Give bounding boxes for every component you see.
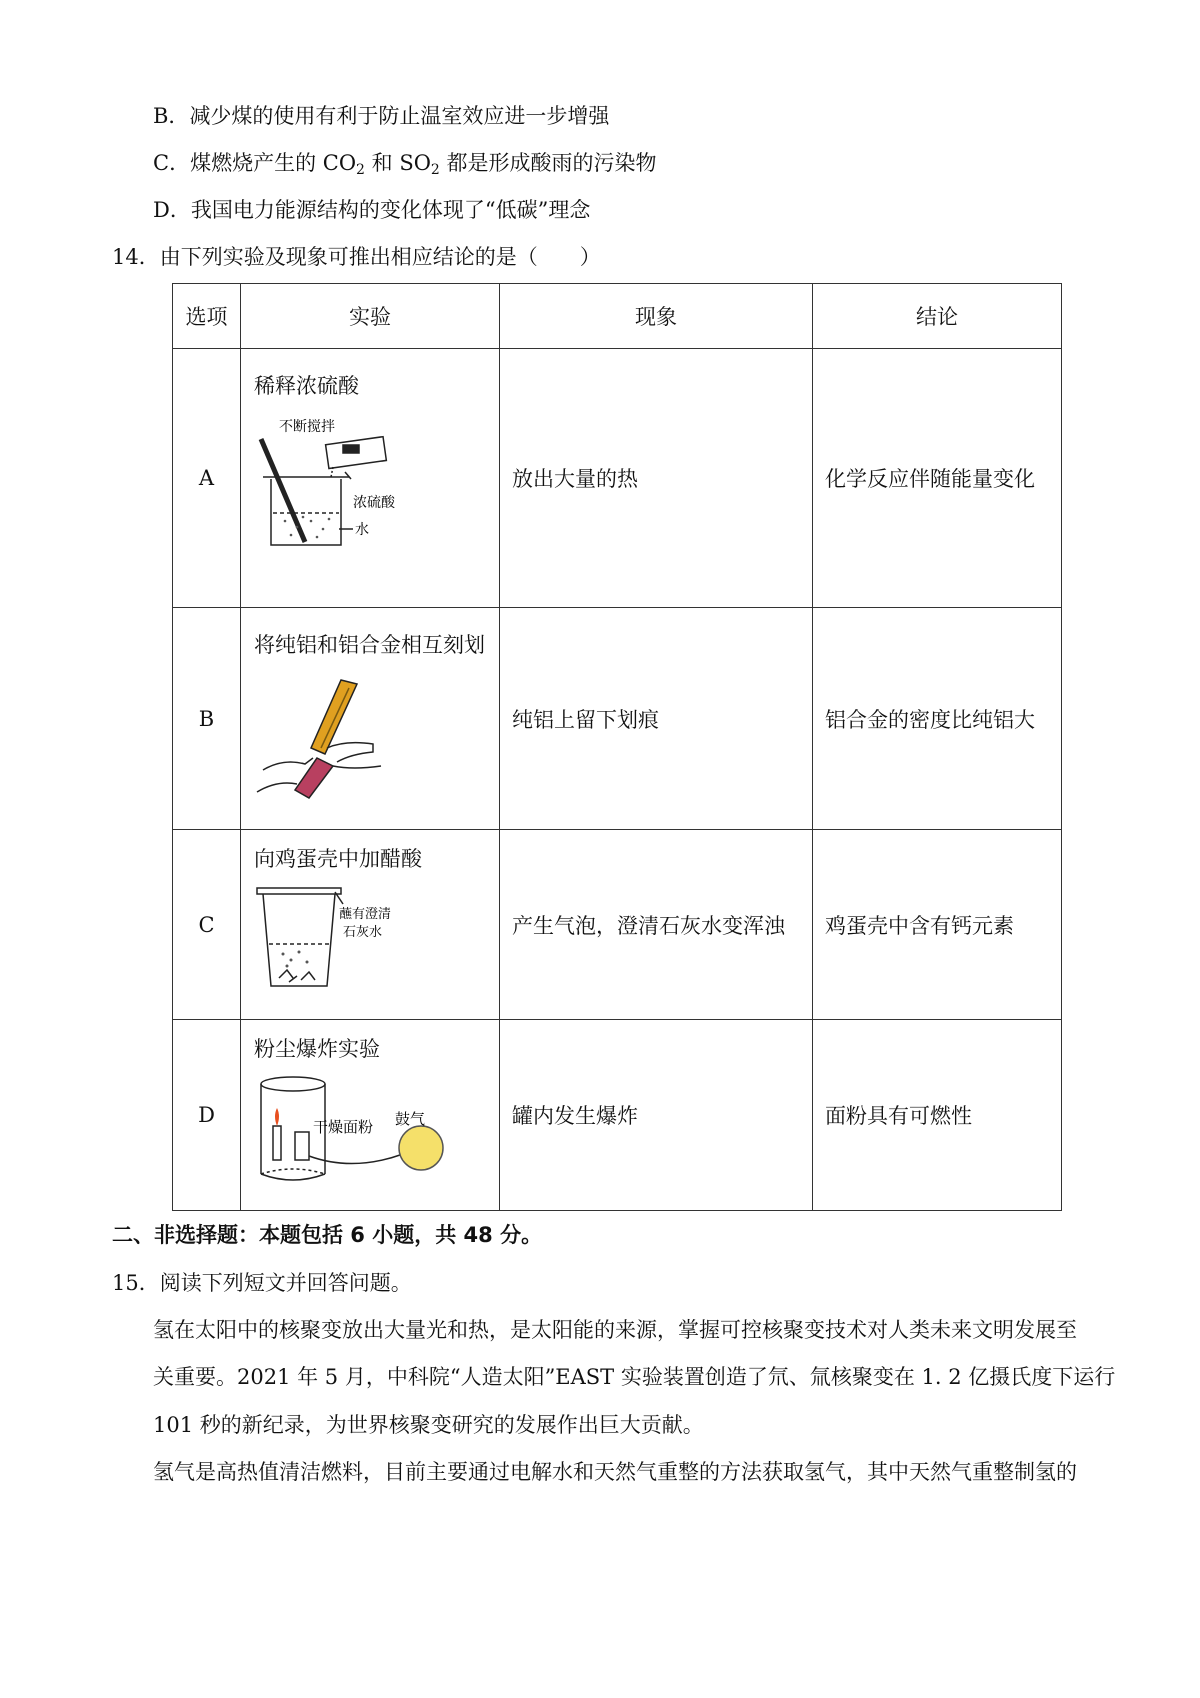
row-phenomenon: 罐内发生爆炸	[500, 1020, 813, 1211]
header-conclusion: 结论	[813, 284, 1062, 349]
eggshell-vinegar-figure	[253, 882, 413, 992]
row-conclusion: 鸡蛋壳中含有钙元素	[813, 830, 1062, 1020]
table-row	[173, 830, 1062, 1020]
fig-label: 水	[355, 522, 369, 538]
option-d: D．我国电力能源结构的变化体现了“低碳”理念	[153, 198, 591, 222]
header-experiment: 实验	[241, 284, 500, 349]
table-row	[173, 1020, 1062, 1211]
row-conclusion: 铝合金的密度比纯铝大	[813, 608, 1062, 830]
row-conclusion: 面粉具有可燃性	[813, 1020, 1062, 1211]
section-heading: 二、非选择题：本题包括 6 小题，共 48 分。	[112, 1223, 543, 1247]
row-option: B	[173, 608, 241, 830]
fig-label: 不断搅拌	[279, 419, 335, 435]
experiment-title: 向鸡蛋壳中加醋酸	[254, 847, 422, 871]
question-15-stem: 15．阅读下列短文并回答问题。	[112, 1271, 412, 1295]
option-b: B．减少煤的使用有利于防止温室效应进一步增强	[153, 104, 610, 128]
experiment-title: 粉尘爆炸实验	[254, 1037, 380, 1061]
question-14-stem: 14．由下列实验及现象可推出相应结论的是（ ）	[112, 245, 601, 269]
experiment-table	[172, 283, 1062, 1211]
experiment-title: 稀释浓硫酸	[254, 374, 359, 398]
paragraph-line: 关重要。2021 年 5 月，中科院“人造太阳”EAST 实验装置创造了氘、氚核聚变在 1. 2 亿摄氏度下运行	[153, 1365, 1116, 1389]
table-row	[173, 349, 1062, 608]
row-conclusion: 化学反应伴随能量变化	[813, 349, 1062, 608]
row-phenomenon: 放出大量的热	[500, 349, 813, 608]
table-row	[173, 608, 1062, 830]
paragraph-line: 氢气是高热值清洁燃料，目前主要通过电解水和天然气重整的方法获取氢气，其中天然气重整制氢的	[153, 1460, 1077, 1484]
fig-label: 石灰水	[343, 925, 383, 940]
row-experiment	[241, 830, 500, 1020]
option-c: C．煤燃烧产生的 $CO_2$ 和 $SO_2$ 都是形成酸雨的污染物	[153, 151, 657, 178]
experiment-title: 将纯铝和铝合金相互刻划	[254, 633, 485, 657]
fig-label: 浓硫酸	[353, 495, 395, 511]
scratch-test-figure	[253, 674, 403, 799]
row-phenomenon: 产生气泡，澄清石灰水变浑浊	[500, 830, 813, 1020]
dilute-sulfuric-acid-figure	[253, 417, 423, 552]
row-option: C	[173, 830, 241, 1020]
row-option: A	[173, 349, 241, 608]
row-experiment	[241, 349, 500, 608]
fig-label: 蘸有澄清	[339, 907, 392, 922]
header-option: 选项	[173, 284, 241, 349]
row-phenomenon: 纯铝上留下划痕	[500, 608, 813, 830]
row-experiment	[241, 1020, 500, 1211]
table-header-row	[173, 284, 1062, 349]
paragraph-line: 101 秒的新纪录，为世界核聚变研究的发展作出巨大贡献。	[153, 1413, 704, 1437]
dust-explosion-figure	[253, 1072, 453, 1187]
paragraph-line: 氢在太阳中的核聚变放出大量光和热，是太阳能的来源，掌握可控核聚变技术对人类未来文明发展至	[153, 1318, 1077, 1342]
header-phenomenon: 现象	[500, 284, 813, 349]
fig-label: 干燥面粉	[313, 1118, 374, 1136]
row-option: D	[173, 1020, 241, 1211]
fig-label: 鼓气	[395, 1110, 426, 1128]
row-experiment	[241, 608, 500, 830]
